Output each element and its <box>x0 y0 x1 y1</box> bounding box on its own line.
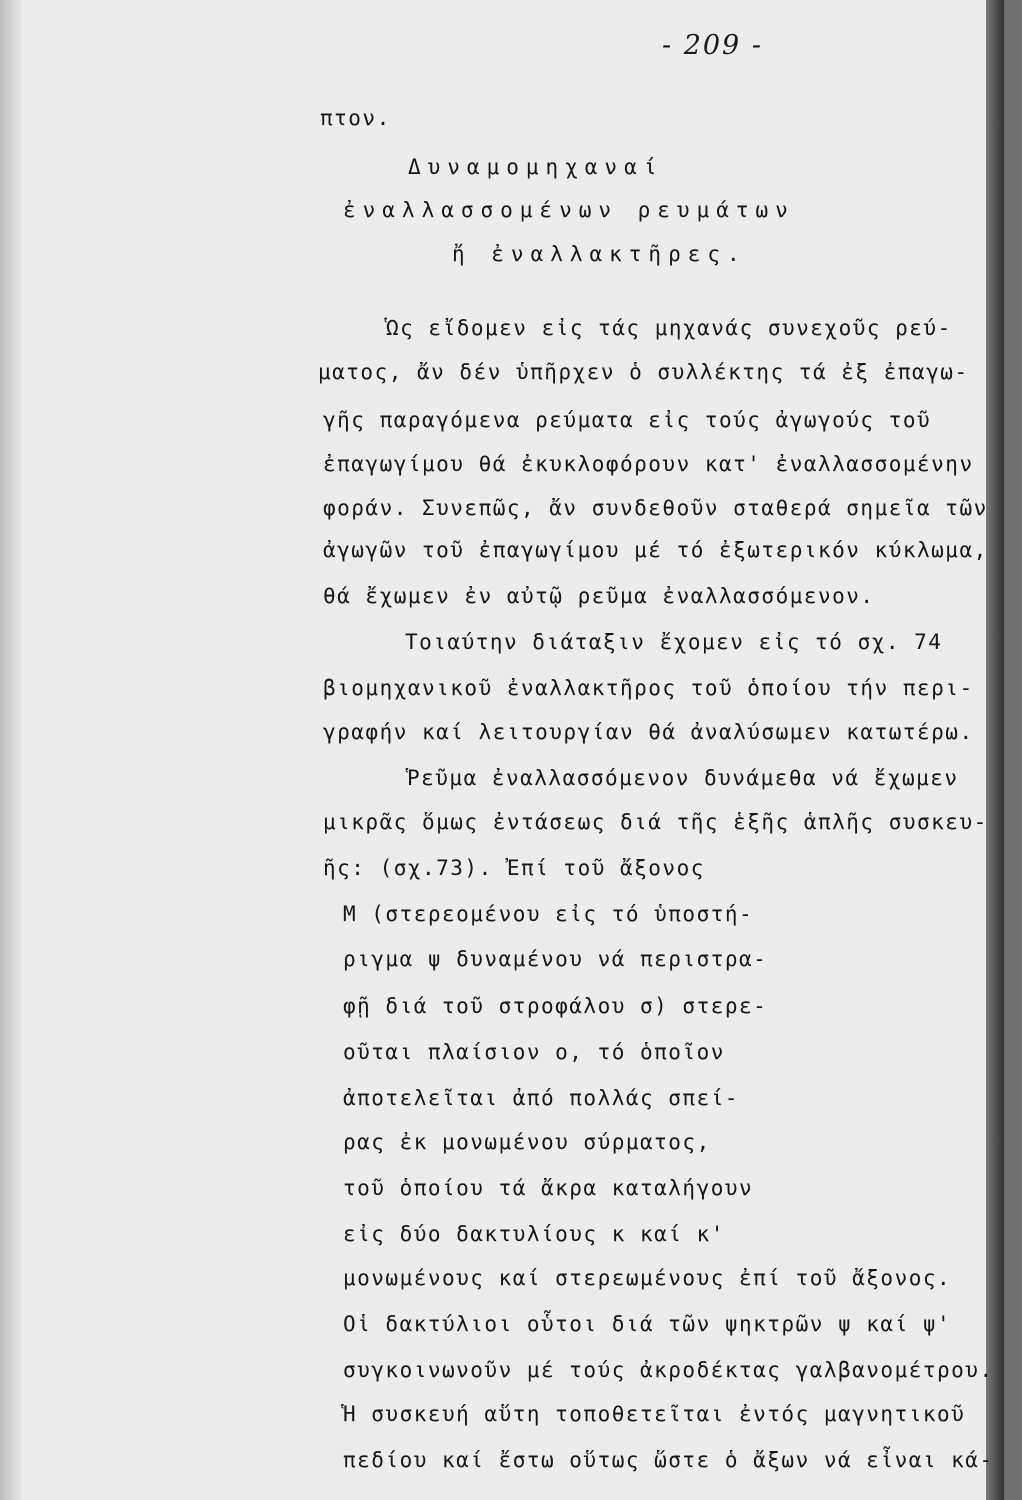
text-line: εἰς δύο δακτυλίους κ καί κ' <box>343 1222 725 1246</box>
text-line: Ἡ συσκευή αὕτη τοποθετεῖται ἐντός μαγνητικοῦ <box>343 1402 966 1426</box>
section-heading-line-3: ἤ ἐναλλακτῆρες. <box>452 242 747 266</box>
section-heading-line-1: Δυναμομηχαναί <box>408 155 664 179</box>
text-line: Ῥεῦμα ἐναλλασσόμενον δυνάμεθα νά ἔχωμεν <box>407 766 959 790</box>
text-line: πεδίου καί ἔστω οὕτως ὥστε ὁ ἄξων νά εἶναι κά- <box>343 1448 994 1472</box>
text-line: ἀγωγῶν τοῦ ἐπαγωγίμου μέ τό ἐξωτερικόν κύκλωμα, <box>323 538 988 562</box>
text-line: γραφήν καί λειτουργίαν θά ἀναλύσωμεν κατωτέρω. <box>323 720 974 744</box>
text-line: ῆς: (σχ.73). Ἐπί τοῦ ἄξονος <box>323 856 705 880</box>
text-line: μικρᾶς ὅμως ἐντάσεως διά τῆς ἑξῆς ἁπλῆς συσκευ- <box>323 810 988 834</box>
text-line: ἀποτελεῖται ἀπό πολλάς σπεί- <box>343 1086 740 1110</box>
text-line: βιομηχανικοῦ ἐναλλακτῆρος τοῦ ὁποίου τήν περι- <box>323 676 974 700</box>
text-line: γῆς παραγόμενα ρεύματα εἰς τούς ἀγωγούς τοῦ <box>323 408 932 432</box>
text-line: συγκοινωνοῦν μέ τούς ἀκροδέκτας γαλβανομέτρου. <box>343 1358 994 1382</box>
binding-edge <box>0 0 22 1500</box>
page-number: - 209 - <box>662 30 763 61</box>
text-line: μονωμένους καί στερεωμένους ἐπί τοῦ ἄξονος. <box>343 1266 952 1290</box>
text-line: φοράν. Συνεπῶς, ἄν συνδεθοῦν σταθερά σημεῖα τῶν <box>323 496 988 520</box>
text-line: θά ἔχωμεν ἐν αὐτῷ ρεῦμα ἐναλλασσόμενον. <box>323 584 875 608</box>
text-line: ἐπαγωγίμου θά ἐκυκλοφόρουν κατ' ἐναλλασσομένην <box>323 452 974 476</box>
text-line: Οἱ δακτύλιοι οὗτοι διά τῶν ψηκτρῶν ψ καί ψ' <box>343 1312 952 1336</box>
text-line: Τοιαύτην διάταξιν ἔχομεν εἰς τό σχ. 74 <box>405 630 943 654</box>
page-edge-shadow <box>986 0 1004 1500</box>
text-line: Μ (στερεομένου εἰς τό ὑποστή- <box>343 902 754 926</box>
text-line: ρας ἐκ μονωμένου σύρματος, <box>343 1130 711 1154</box>
text-line: οῦται πλαίσιον ο, τό ὁποῖον <box>343 1040 725 1064</box>
text-line: πτον. <box>320 106 391 130</box>
text-line: Ὡς εἴδομεν εἰς τάς μηχανάς συνεχοῦς ρεύ- <box>386 316 952 340</box>
text-line: ριγμα ψ δυναμένου νά περιστρα- <box>343 947 768 971</box>
text-line: τοῦ ὁποίου τά ἄκρα καταλήγουν <box>343 1176 754 1200</box>
section-heading-line-2: ἐναλλασσομένων ρευμάτων <box>343 198 795 222</box>
text-line: ματος, ἄν δέν ὑπῆρχεν ὁ συλλέκτης τά ἐξ ἐπαγω- <box>318 360 969 384</box>
text-line: φῇ διά τοῦ στροφάλου σ) στερε- <box>343 994 768 1018</box>
